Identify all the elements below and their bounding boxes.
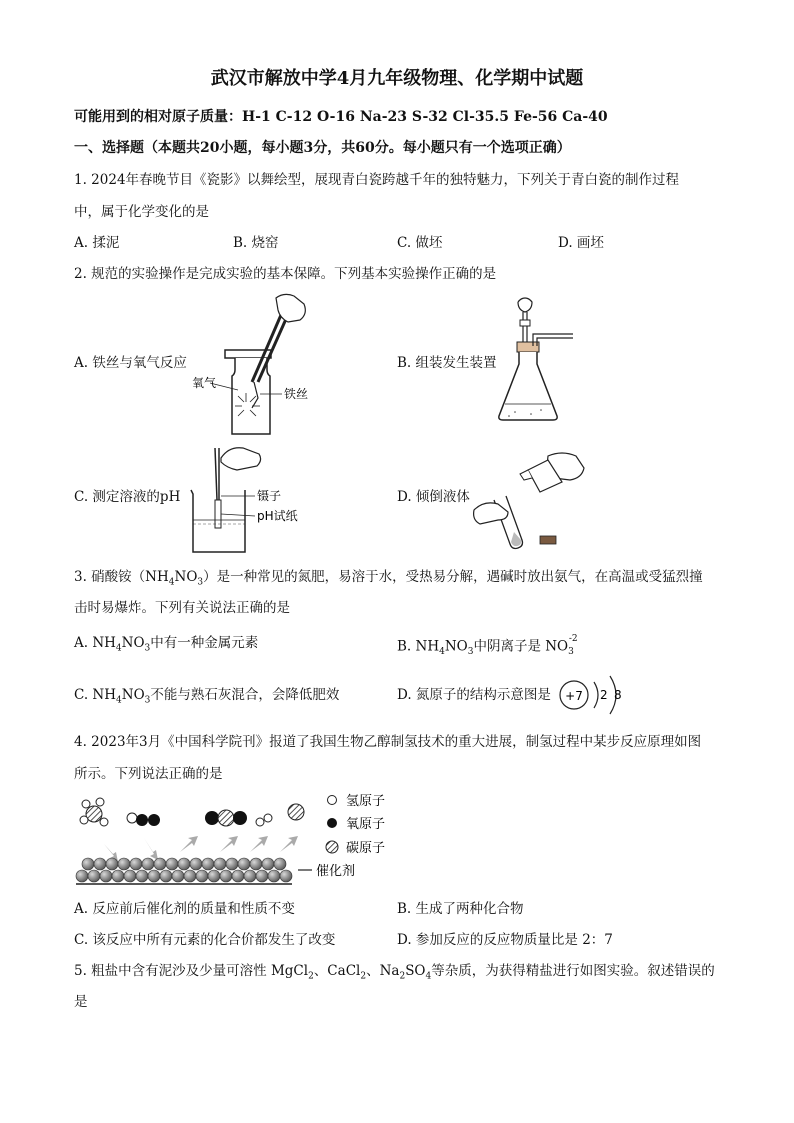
catalyst-atom xyxy=(106,858,118,870)
q4-stem-line2: 所示。下列说法正确的是 xyxy=(74,766,223,782)
q4-stem-line1: 4. 2023年3月《中国科学院刊》报道了我国生物乙醇制氢技术的重大进展，制氢过程中某步反应原理如图 xyxy=(74,734,702,750)
legend-oxygen: 氧原子 xyxy=(346,817,386,832)
q4-option-a: A. 反应前后催化剂的质量和性质不变 xyxy=(74,901,295,917)
iron-wire-label: 铁丝 xyxy=(284,387,309,401)
q4-option-d: D. 参加反应的反应物质量比是 2：7 xyxy=(397,932,613,948)
q3-option-c: C. $NH_4NO_3$不能与熟石灰混合，会降低肥效 xyxy=(74,687,340,706)
q3-option-a: A. $NH_4NO_3$中有一种金属元素 xyxy=(74,635,259,654)
catalyst-atom xyxy=(130,858,142,870)
q4-option-c: C. 该反应中所有元素的化合价都发生了改变 xyxy=(74,932,336,948)
nucleus-charge: +7 xyxy=(565,689,583,703)
catalyst-atom xyxy=(244,870,256,882)
catalyst-atom xyxy=(178,858,190,870)
ph-paper-label: pH试纸 xyxy=(257,509,298,523)
catalyst-atom xyxy=(94,858,106,870)
catalyst-atom xyxy=(232,870,244,882)
q2-option-b: B. 组装发生装置 xyxy=(397,355,497,371)
nitrogen-atom-diagram xyxy=(556,670,636,720)
iron-wire-oxygen-figure xyxy=(180,290,320,440)
q1-stem-line2: 中，属于化学变化的是 xyxy=(74,204,209,220)
catalyst-label: 催化剂 xyxy=(316,864,356,879)
catalyst-atom xyxy=(100,870,112,882)
catalyst-atom xyxy=(256,870,268,882)
catalyst-atom xyxy=(172,870,184,882)
catalyst-atom xyxy=(196,870,208,882)
catalyst-atom xyxy=(280,870,292,882)
tweezers-label: 镊子 xyxy=(257,489,282,503)
q1-option-b: B. 烧窑 xyxy=(233,235,279,251)
catalyst-atom xyxy=(148,870,160,882)
catalyst-atom xyxy=(250,858,262,870)
catalyst-atom xyxy=(76,870,88,882)
q5-stem-line2: 是 xyxy=(74,994,88,1010)
catalyst-atom xyxy=(184,870,196,882)
q1-option-c: C. 做坯 xyxy=(397,235,443,251)
legend-carbon: 碳原子 xyxy=(346,841,386,856)
flask-apparatus-figure xyxy=(495,298,585,423)
catalyst-atom xyxy=(88,870,100,882)
catalyst-atom xyxy=(82,858,94,870)
q2-option-d: D. 倾倒液体 xyxy=(397,489,470,505)
catalyst-atom xyxy=(226,858,238,870)
oxygen-label: 氧气 xyxy=(192,376,217,390)
catalyst-atom xyxy=(166,858,178,870)
catalyst-atom xyxy=(220,870,232,882)
catalyst-atom xyxy=(238,858,250,870)
q2-option-c: C. 测定溶液的pH xyxy=(74,489,181,505)
q2-option-a: A. 铁丝与氧气反应 xyxy=(74,355,187,371)
q5-stem-line1: 5. 粗盐中含有泥沙及少量可溶性 MgCl$_2$、CaCl$_2$、$Na_2SO_4$等杂质，为获得精盐进行如图实验。叙述错误的 xyxy=(74,963,715,982)
pouring-liquid-figure xyxy=(470,448,590,553)
catalyst-atom xyxy=(262,858,274,870)
shell-1-electrons: 2 xyxy=(600,688,608,702)
catalyst-atom xyxy=(214,858,226,870)
catalyst-atom xyxy=(124,870,136,882)
legend-hydrogen: 氢原子 xyxy=(346,794,386,809)
catalyst-atom xyxy=(112,870,124,882)
section-heading: 一、选择题（本题共20小题，每小题3分，共60分。每小题只有一个选项正确） xyxy=(74,140,571,156)
catalyst-atom xyxy=(160,870,172,882)
q3-option-b: B. $NH_4NO_3$中阴离子是 $NO_3^{-2}$ xyxy=(397,634,578,658)
q1-option-a: A. 揉泥 xyxy=(74,235,120,251)
q1-option-d: D. 画坯 xyxy=(558,235,604,251)
q1-stem-line1: 1. 2024年春晚节目《瓷影》以舞绘型，展现青白瓷跨越千年的独特魅力，下列关于青白瓷的制作过程 xyxy=(74,172,680,188)
shell-2-electrons: 8 xyxy=(614,688,622,702)
atomic-masses: 可能用到的相对原子质量：H-1 C-12 O-16 Na-23 S-32 Cl-35.5 Fe-56 Ca-40 xyxy=(74,109,608,125)
page-title: 武汉市解放中学4月九年级物理、化学期中试题 xyxy=(210,68,584,89)
catalyst-atom xyxy=(208,870,220,882)
q3-stem-line2: 击时易爆炸。下列有关说法正确的是 xyxy=(74,600,290,616)
catalyst-atom xyxy=(190,858,202,870)
catalyst-atom xyxy=(136,870,148,882)
catalyst-reaction-diagram xyxy=(70,790,400,890)
catalyst-atom xyxy=(268,870,280,882)
q4-option-b: B. 生成了两种化合物 xyxy=(397,901,524,917)
q3-option-d: D. 氮原子的结构示意图是 xyxy=(397,687,551,703)
catalyst-atom xyxy=(118,858,130,870)
ph-test-figure xyxy=(185,440,325,555)
catalyst-atom xyxy=(154,858,166,870)
catalyst-atom xyxy=(274,858,286,870)
catalyst-atom xyxy=(202,858,214,870)
q3-stem-line1: 3. 硝酸铵$(NH_4NO_3)$是一种常见的氮肥，易溶于水，受热易分解，遇碱时放出氨气，在高温或受猛烈撞 xyxy=(74,569,703,588)
q2-stem: 2. 规范的实验操作是完成实验的基本保障。下列基本实验操作正确的是 xyxy=(74,266,497,282)
catalyst-atom xyxy=(142,858,154,870)
